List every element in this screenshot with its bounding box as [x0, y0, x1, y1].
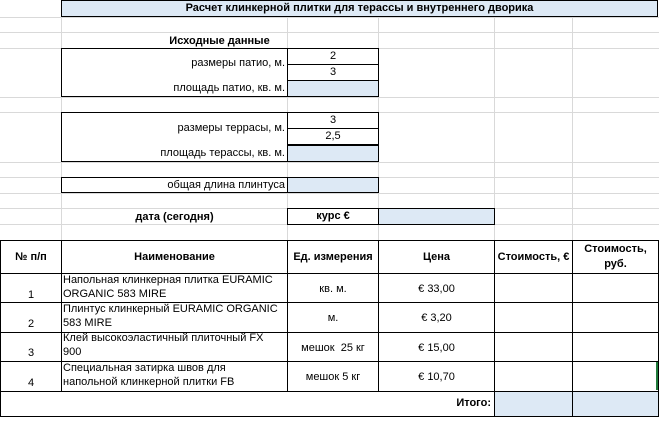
page-title: Расчет клинкерной плитки для терассы и внутреннего дворика	[185, 2, 534, 14]
patio-size-2-value: 3	[329, 66, 337, 78]
row2-cost-rub-cell[interactable]	[572, 302, 659, 333]
plinth-value-cell[interactable]	[287, 177, 379, 193]
header-cost-rub: Стоимость, руб.	[584, 243, 647, 270]
header-unit: Ед. измерения	[293, 250, 373, 263]
row3-unit: мешок 25 кг	[301, 342, 365, 354]
row4-num: 4	[27, 377, 35, 389]
total-label: Итого:	[456, 397, 491, 409]
row3-cost-eur-cell[interactable]	[494, 332, 573, 362]
total-eur-cell[interactable]	[494, 391, 573, 417]
row2-price: € 3,20	[421, 312, 452, 324]
row3-name: Клей высокоэластичный плиточный FX 900	[63, 332, 264, 358]
patio-area-label: площадь патио, кв. м.	[173, 82, 285, 94]
row3-num: 3	[27, 347, 35, 359]
rate-value-cell[interactable]	[378, 208, 495, 225]
row4-unit: мешок 5 кг	[305, 371, 361, 383]
terrace-size-2-value: 2,5	[325, 130, 341, 142]
row1-price: € 33,00	[418, 283, 455, 295]
row4-price: € 10,70	[418, 371, 455, 383]
row3-cost-rub-cell[interactable]	[572, 332, 659, 362]
header-cost-eur: Стоимость, €	[497, 250, 570, 263]
row2-cost-eur-cell[interactable]	[494, 302, 573, 333]
header-name: Наименование	[134, 250, 215, 263]
row4-cost-rub-cell[interactable]	[572, 361, 659, 392]
row2-num: 2	[27, 318, 35, 330]
rate-label: курс €	[316, 210, 350, 222]
terrace-size-label: размеры террасы, м.	[177, 122, 285, 134]
plinth-label: общая длина плинтуса	[167, 179, 285, 191]
date-label: дата (сегодня)	[135, 211, 214, 223]
row1-name: Напольная клинкерная плитка EURAMIC ORGANIC 583 MIRE	[63, 274, 273, 300]
patio-size-1-value: 2	[329, 50, 337, 62]
patio-area-cell[interactable]	[287, 80, 379, 97]
row4-cost-eur-cell[interactable]	[494, 361, 573, 392]
row4-name: Специальная затирка швов для напольной клинкерной плитки FB	[63, 362, 235, 388]
row2-unit: м.	[327, 312, 339, 324]
terrace-area-cell[interactable]	[287, 145, 379, 162]
input-section-heading: Исходные данные	[169, 35, 270, 47]
header-price: Цена	[422, 250, 451, 263]
row3-price: € 15,00	[418, 342, 455, 354]
row2-name: Плинтус клинкерный EURAMIC ORGANIC 583 MIRE	[63, 303, 278, 329]
terrace-area-label: площадь терассы, кв. м.	[160, 147, 285, 159]
patio-size-label: размеры патио, м.	[191, 57, 285, 69]
row1-cost-eur-cell[interactable]	[494, 273, 573, 303]
row1-cost-rub-cell[interactable]	[572, 273, 659, 303]
selection-edge	[656, 362, 658, 390]
total-rub-cell[interactable]	[572, 391, 659, 417]
row1-num: 1	[27, 289, 35, 301]
terrace-size-1-value: 3	[329, 114, 337, 126]
row1-unit: кв. м.	[319, 283, 347, 295]
header-num: № п/п	[15, 250, 47, 263]
